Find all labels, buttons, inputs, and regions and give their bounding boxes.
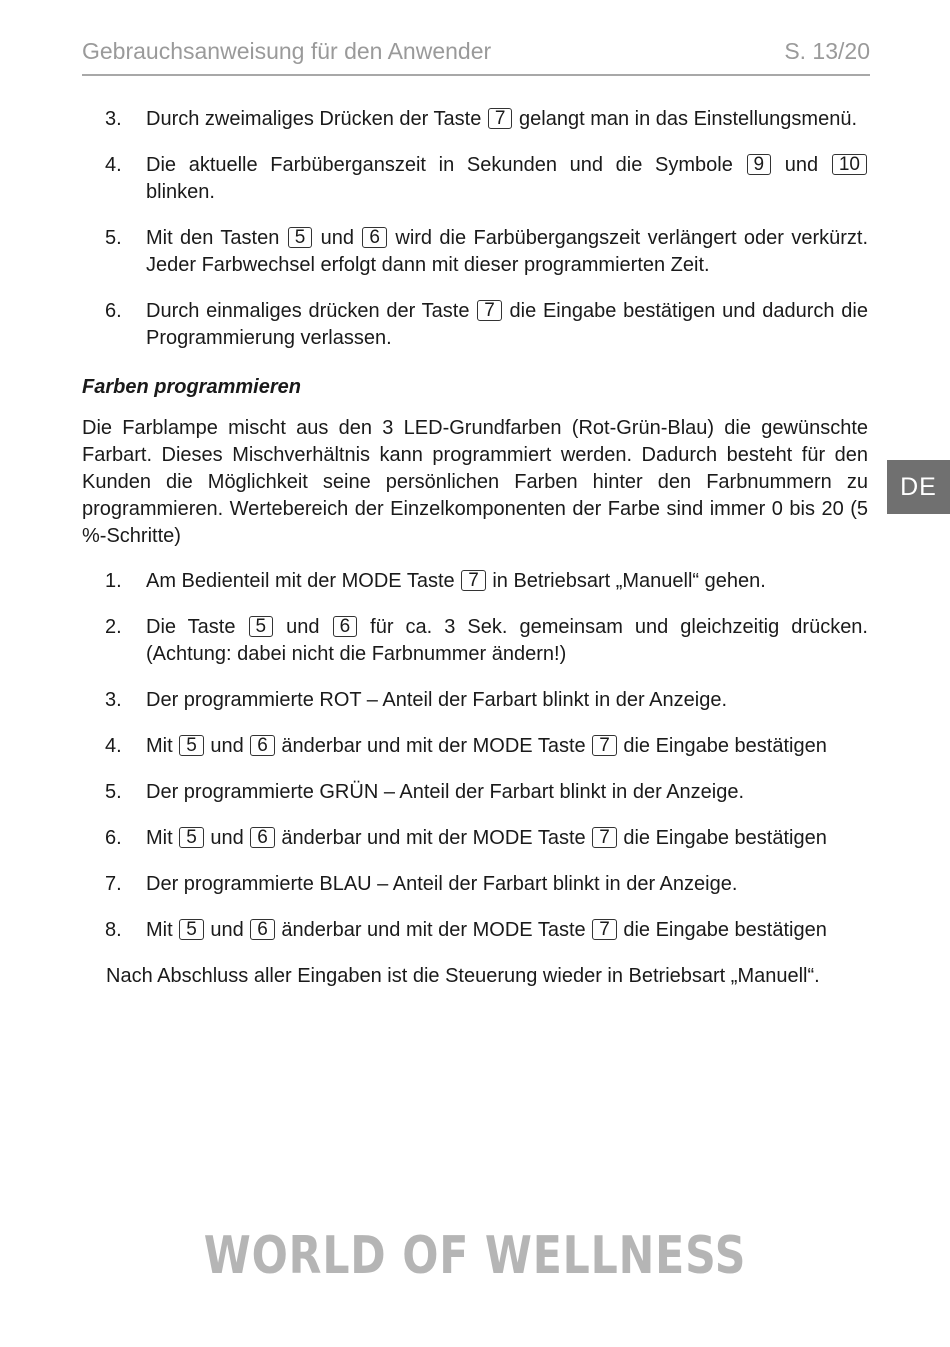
step-text-segment: Mit den Tasten xyxy=(146,227,287,249)
step-item xyxy=(82,687,868,714)
step-text-segment: die Eingabe bestätigen und dadurch die Programmierung verlassen. xyxy=(146,300,868,349)
step-text-segment: die Eingabe bestätigen xyxy=(617,827,827,849)
step-text-segment: und xyxy=(274,616,332,638)
step-item xyxy=(82,871,868,898)
step-text-segment: in Betriebsart „Manuell“ gehen. xyxy=(486,570,766,592)
step-text-segment: blinken. xyxy=(146,181,215,203)
step-item xyxy=(82,917,868,944)
step-text-segment: und xyxy=(204,827,250,849)
step-text xyxy=(146,733,868,760)
key-reference: 7 xyxy=(592,919,617,940)
step-text-segment: Die aktuelle Farbüberganszeit in Sekunden und die Symbole xyxy=(146,154,746,176)
step-text-segment: Der programmierte GRÜN – Anteil der Farbart blinkt in der Anzeige. xyxy=(146,781,745,803)
step-text xyxy=(146,152,868,206)
step-number: 5. xyxy=(105,227,122,249)
key-reference: 5 xyxy=(249,616,274,637)
step-text-segment: änderbar und mit der MODE Taste xyxy=(275,919,592,941)
step-item xyxy=(82,779,868,806)
step-text-segment: Mit xyxy=(146,827,179,849)
page-number: S. 13/20 xyxy=(784,38,870,64)
section-title: Farben programmieren xyxy=(82,376,301,398)
step-item xyxy=(82,614,868,668)
step-text-segment: Durch einmaliges drücken der Taste xyxy=(146,300,477,322)
step-number: 5. xyxy=(105,781,122,803)
key-reference: 9 xyxy=(747,154,772,175)
step-item xyxy=(82,825,868,852)
step-text-segment: und xyxy=(313,227,362,249)
step-text-segment: Durch zweimaliges Drücken der Taste xyxy=(146,108,487,130)
key-reference: 6 xyxy=(250,827,275,848)
key-reference: 7 xyxy=(477,300,502,321)
step-text-segment: und xyxy=(772,154,831,176)
step-text xyxy=(146,106,868,133)
step-item xyxy=(82,152,868,206)
key-reference: 7 xyxy=(592,827,617,848)
page-content xyxy=(82,106,868,990)
step-number: 6. xyxy=(105,827,122,849)
step-text-segment: für ca. 3 Sek. gemeinsam und gleichzeitig drücken. (Achtung: dabei nicht die Farbnummer ändern!) xyxy=(146,616,868,665)
step-text-segment: änderbar und mit der MODE Taste xyxy=(275,735,592,757)
step-number: 6. xyxy=(105,300,122,322)
step-text-segment: die Eingabe bestätigen xyxy=(617,735,827,757)
key-reference: 6 xyxy=(333,616,358,637)
key-reference: 7 xyxy=(461,570,486,591)
step-text-segment: Der programmierte ROT – Anteil der Farbart blinkt in der Anzeige. xyxy=(146,689,727,711)
color-step-list xyxy=(82,568,868,944)
key-reference: 6 xyxy=(250,919,275,940)
key-reference: 7 xyxy=(592,735,617,756)
step-text-segment: Die Taste xyxy=(146,616,248,638)
step-number: 4. xyxy=(105,735,122,757)
key-reference: 5 xyxy=(179,827,204,848)
step-item xyxy=(82,733,868,760)
step-text-segment: Am Bedienteil mit der MODE Taste xyxy=(146,570,461,592)
step-text xyxy=(146,779,868,806)
step-text-segment: änderbar und mit der MODE Taste xyxy=(275,827,592,849)
key-reference: 6 xyxy=(250,735,275,756)
intro-step-list xyxy=(82,106,868,352)
step-text-segment: und xyxy=(204,919,250,941)
step-text xyxy=(146,298,868,352)
step-number: 1. xyxy=(105,570,122,592)
step-item xyxy=(82,106,868,133)
step-number: 8. xyxy=(105,919,122,941)
step-text xyxy=(146,917,868,944)
section-paragraph: Die Farblampe mischt aus den 3 LED-Grundfarben (Rot-Grün-Blau) die gewünschte Farbart. Dieses Mischverhältnis kann programmiert werden. Dadurch besteht für den Kunden die Möglichkeit seine persönlichen Farben hinter den Farbnummern zu programmieren. Wertebereich der Einzelkomponenten der Farbe sind immer 0 bis 20 (5 %-Schritte) xyxy=(82,417,868,547)
step-text-segment: gelangt man in das Einstellungsmenü. xyxy=(513,108,858,130)
key-reference: 10 xyxy=(832,154,867,175)
step-text-segment: und xyxy=(204,735,250,757)
key-reference: 6 xyxy=(362,227,387,248)
step-text-segment: die Eingabe bestätigen xyxy=(617,919,827,941)
step-text xyxy=(146,825,868,852)
step-number: 3. xyxy=(105,108,122,130)
page-header xyxy=(82,38,870,76)
brand-logo: WORLD OF WELLNESS xyxy=(203,1226,747,1286)
step-text xyxy=(146,225,868,279)
step-item xyxy=(82,225,868,279)
step-text xyxy=(146,871,868,898)
step-text-segment: Mit xyxy=(146,919,179,941)
document-title: Gebrauchsanweisung für den Anwender xyxy=(82,38,492,64)
step-number: 3. xyxy=(105,689,122,711)
step-number: 4. xyxy=(105,154,122,176)
step-text-segment: Der programmierte BLAU – Anteil der Farbart blinkt in der Anzeige. xyxy=(146,873,738,895)
key-reference: 5 xyxy=(179,919,204,940)
step-text xyxy=(146,687,868,714)
step-text xyxy=(146,614,868,668)
step-text xyxy=(146,568,868,595)
key-reference: 5 xyxy=(288,227,313,248)
step-item xyxy=(82,568,868,595)
closing-note: Nach Abschluss aller Eingaben ist die Steuerung wieder in Betriebsart „Manuell“. xyxy=(106,965,820,987)
step-text-segment: Mit xyxy=(146,735,179,757)
step-item xyxy=(82,298,868,352)
step-number: 2. xyxy=(105,616,122,638)
step-number: 7. xyxy=(105,873,122,895)
language-tab: DE xyxy=(887,460,950,514)
key-reference: 7 xyxy=(488,108,513,129)
step-text-segment: wird die Farbübergangszeit verlängert oder verkürzt. Jeder Farbwechsel erfolgt dann mit dieser programmierten Zeit. xyxy=(146,227,869,276)
key-reference: 5 xyxy=(179,735,204,756)
